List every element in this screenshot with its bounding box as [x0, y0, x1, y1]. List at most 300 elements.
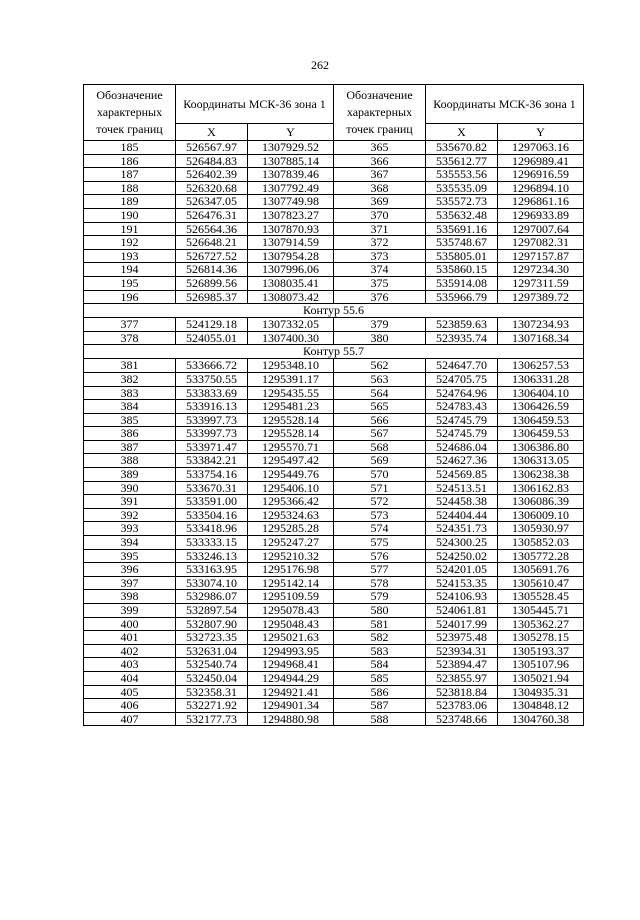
- x-value-left: 533750.55: [176, 372, 248, 386]
- x-value-left: 532986.07: [176, 590, 248, 604]
- table-row: [84, 168, 584, 182]
- table-row: [84, 154, 584, 168]
- coordinates-table: [83, 84, 584, 726]
- point-id-left: 393: [84, 522, 176, 536]
- table-row: [84, 508, 584, 522]
- point-id-right: 578: [334, 576, 426, 590]
- x-value-left: 526727.52: [176, 249, 248, 263]
- x-value-right: 535612.77: [426, 154, 498, 168]
- table-row: [84, 658, 584, 672]
- x-value-left: 533591.00: [176, 495, 248, 509]
- contour-header-row: [84, 304, 584, 318]
- point-id-left: 377: [84, 318, 176, 332]
- x-value-left: 533754.16: [176, 468, 248, 482]
- point-id-right: 582: [334, 631, 426, 645]
- x-value-right: 535670.82: [426, 141, 498, 155]
- point-id-right: 372: [334, 236, 426, 250]
- point-label-header-right: Обозначение характерных точек границ: [334, 85, 426, 141]
- y-value-left: 1295109.59: [248, 590, 334, 604]
- x-value-left: 526985.37: [176, 290, 248, 304]
- point-id-right: 562: [334, 359, 426, 373]
- x-value-left: 532358.31: [176, 685, 248, 699]
- point-id-left: 403: [84, 658, 176, 672]
- table-row: [84, 195, 584, 209]
- table-row: [84, 386, 584, 400]
- y-value-left: 1294993.95: [248, 644, 334, 658]
- point-id-right: 583: [334, 644, 426, 658]
- table-row: [84, 671, 584, 685]
- table-row: [84, 576, 584, 590]
- y-value-right: 1306086.39: [498, 495, 584, 509]
- table-row: [84, 359, 584, 373]
- x-value-right: 523818.84: [426, 685, 498, 699]
- point-id-right: 568: [334, 440, 426, 454]
- x-value-left: 533504.16: [176, 508, 248, 522]
- x-value-left: 532271.92: [176, 699, 248, 713]
- x-value-left: 526814.36: [176, 263, 248, 277]
- x-value-left: 526899.56: [176, 276, 248, 290]
- x-value-right: 523748.66: [426, 712, 498, 726]
- y-value-left: 1295528.14: [248, 413, 334, 427]
- y-value-right: 1305445.71: [498, 604, 584, 618]
- y-value-right: 1296916.59: [498, 168, 584, 182]
- x-value-right: 535805.01: [426, 249, 498, 263]
- point-id-right: 575: [334, 536, 426, 550]
- y-value-right: 1305610.47: [498, 576, 584, 590]
- point-id-right: 572: [334, 495, 426, 509]
- table-row: [84, 549, 584, 563]
- point-id-right: 380: [334, 331, 426, 345]
- y-value-left: 1295324.63: [248, 508, 334, 522]
- x-value-left: 533074.10: [176, 576, 248, 590]
- x-value-right: 524745.79: [426, 413, 498, 427]
- x-value-left: 533997.73: [176, 427, 248, 441]
- x-value-left: 524129.18: [176, 318, 248, 332]
- point-id-right: 369: [334, 195, 426, 209]
- y-value-left: 1307792.49: [248, 181, 334, 195]
- x-value-left: 532723.35: [176, 631, 248, 645]
- point-id-left: 382: [84, 372, 176, 386]
- y-value-left: 1295481.23: [248, 400, 334, 414]
- x-value-right: 524745.79: [426, 427, 498, 441]
- x-value-right: 523894.47: [426, 658, 498, 672]
- point-id-left: 398: [84, 590, 176, 604]
- y-value-right: 1306257.53: [498, 359, 584, 373]
- y-value-right: 1306331.28: [498, 372, 584, 386]
- x-value-right: 524404.44: [426, 508, 498, 522]
- point-id-left: 400: [84, 617, 176, 631]
- y-value-left: 1295449.76: [248, 468, 334, 482]
- point-id-right: 367: [334, 168, 426, 182]
- y-value-left: 1294968.41: [248, 658, 334, 672]
- x-value-left: 526347.05: [176, 195, 248, 209]
- x-value-right: 523934.31: [426, 644, 498, 658]
- y-value-right: 1296861.16: [498, 195, 584, 209]
- point-id-left: 388: [84, 454, 176, 468]
- y-value-left: 1307823.27: [248, 208, 334, 222]
- point-id-right: 574: [334, 522, 426, 536]
- point-id-right: 585: [334, 671, 426, 685]
- y-value-left: 1307870.93: [248, 222, 334, 236]
- y-value-right: 1297389.72: [498, 290, 584, 304]
- x-value-right: 523855.97: [426, 671, 498, 685]
- y-value-right: 1296933.89: [498, 208, 584, 222]
- table-row: [84, 699, 584, 713]
- y-value-left: 1308073.42: [248, 290, 334, 304]
- point-id-left: 192: [84, 236, 176, 250]
- y-value-right: 1306426.59: [498, 400, 584, 414]
- x-value-left: 526567.97: [176, 141, 248, 155]
- x-value-left: 526320.68: [176, 181, 248, 195]
- table-row: [84, 604, 584, 618]
- x-value-right: 524351.73: [426, 522, 498, 536]
- point-id-right: 366: [334, 154, 426, 168]
- y-value-right: 1307168.34: [498, 331, 584, 345]
- point-id-left: 391: [84, 495, 176, 509]
- table-row: [84, 454, 584, 468]
- table-row: [84, 522, 584, 536]
- point-id-right: 368: [334, 181, 426, 195]
- x-value-left: 532177.73: [176, 712, 248, 726]
- table-row: [84, 263, 584, 277]
- point-id-right: 576: [334, 549, 426, 563]
- y-value-left: 1295406.10: [248, 481, 334, 495]
- point-id-right: 570: [334, 468, 426, 482]
- table-row: [84, 685, 584, 699]
- point-id-left: 394: [84, 536, 176, 550]
- point-id-right: 580: [334, 604, 426, 618]
- x-value-left: 533333.15: [176, 536, 248, 550]
- y-value-left: 1295210.32: [248, 549, 334, 563]
- x-value-left: 532807.90: [176, 617, 248, 631]
- y-value-right: 1297007.64: [498, 222, 584, 236]
- y-value-right: 1297157.87: [498, 249, 584, 263]
- table-row: [84, 290, 584, 304]
- point-id-right: 584: [334, 658, 426, 672]
- table-row: [84, 631, 584, 645]
- y-value-left: 1295078.43: [248, 604, 334, 618]
- x-value-left: 532450.04: [176, 671, 248, 685]
- point-id-left: 185: [84, 141, 176, 155]
- x-header-left: X: [176, 124, 248, 141]
- point-id-left: 188: [84, 181, 176, 195]
- point-id-right: 365: [334, 141, 426, 155]
- y-value-right: 1305193.37: [498, 644, 584, 658]
- table-row: [84, 222, 584, 236]
- y-value-left: 1295048.43: [248, 617, 334, 631]
- table-row: [84, 318, 584, 332]
- table-body: [84, 141, 584, 726]
- point-id-left: 196: [84, 290, 176, 304]
- x-value-left: 526564.36: [176, 222, 248, 236]
- y-value-right: 1305021.94: [498, 671, 584, 685]
- point-id-left: 402: [84, 644, 176, 658]
- point-id-left: 395: [84, 549, 176, 563]
- contour-title: Контур 55.7: [84, 345, 584, 359]
- point-id-left: 383: [84, 386, 176, 400]
- x-value-right: 523859.63: [426, 318, 498, 332]
- point-id-right: 567: [334, 427, 426, 441]
- x-value-left: 526484.83: [176, 154, 248, 168]
- point-id-right: 563: [334, 372, 426, 386]
- point-id-right: 376: [334, 290, 426, 304]
- table-row: [84, 400, 584, 414]
- table-row: [84, 644, 584, 658]
- x-value-right: 524513.51: [426, 481, 498, 495]
- y-value-left: 1295021.63: [248, 631, 334, 645]
- point-id-left: 397: [84, 576, 176, 590]
- y-value-left: 1295391.17: [248, 372, 334, 386]
- point-id-left: 392: [84, 508, 176, 522]
- point-id-right: 373: [334, 249, 426, 263]
- point-id-right: 573: [334, 508, 426, 522]
- x-value-right: 535535.09: [426, 181, 498, 195]
- table-row: [84, 236, 584, 250]
- y-value-right: 1306162.83: [498, 481, 584, 495]
- point-id-right: 565: [334, 400, 426, 414]
- y-value-right: 1305772.28: [498, 549, 584, 563]
- y-value-left: 1307839.46: [248, 168, 334, 182]
- point-id-right: 371: [334, 222, 426, 236]
- point-id-left: 405: [84, 685, 176, 699]
- y-value-left: 1294944.29: [248, 671, 334, 685]
- x-value-left: 526402.39: [176, 168, 248, 182]
- coords-header-left: Координаты МСК-36 зона 1: [176, 85, 334, 124]
- table-row: [84, 276, 584, 290]
- x-value-right: 524783.43: [426, 400, 498, 414]
- x-value-left: 533971.47: [176, 440, 248, 454]
- y-value-right: 1306238.38: [498, 468, 584, 482]
- y-value-left: 1294880.98: [248, 712, 334, 726]
- y-value-left: 1307954.28: [248, 249, 334, 263]
- y-value-right: 1306313.05: [498, 454, 584, 468]
- point-id-right: 566: [334, 413, 426, 427]
- x-value-right: 535966.79: [426, 290, 498, 304]
- y-value-right: 1304760.38: [498, 712, 584, 726]
- point-id-left: 396: [84, 563, 176, 577]
- x-value-right: 524764.96: [426, 386, 498, 400]
- x-value-left: 533916.13: [176, 400, 248, 414]
- y-value-left: 1295285.28: [248, 522, 334, 536]
- x-value-left: 533163.95: [176, 563, 248, 577]
- y-value-right: 1306459.53: [498, 427, 584, 441]
- point-id-right: 586: [334, 685, 426, 699]
- x-value-left: 533666.72: [176, 359, 248, 373]
- point-id-right: 581: [334, 617, 426, 631]
- x-value-right: 535860.15: [426, 263, 498, 277]
- y-value-right: 1297311.59: [498, 276, 584, 290]
- y-value-right: 1307234.93: [498, 318, 584, 332]
- y-header-left: Y: [248, 124, 334, 141]
- y-value-left: 1294901.34: [248, 699, 334, 713]
- x-value-right: 524627.36: [426, 454, 498, 468]
- point-id-right: 571: [334, 481, 426, 495]
- point-id-left: 407: [84, 712, 176, 726]
- y-value-right: 1297082.31: [498, 236, 584, 250]
- y-value-left: 1295366.42: [248, 495, 334, 509]
- y-value-left: 1307400.30: [248, 331, 334, 345]
- point-id-left: 390: [84, 481, 176, 495]
- x-value-right: 524705.75: [426, 372, 498, 386]
- x-value-right: 524201.05: [426, 563, 498, 577]
- point-id-left: 186: [84, 154, 176, 168]
- point-id-left: 401: [84, 631, 176, 645]
- y-value-left: 1295247.27: [248, 536, 334, 550]
- x-value-right: 524106.93: [426, 590, 498, 604]
- x-value-right: 524300.25: [426, 536, 498, 550]
- y-value-left: 1307332.05: [248, 318, 334, 332]
- x-value-left: 532897.54: [176, 604, 248, 618]
- point-id-right: 587: [334, 699, 426, 713]
- y-value-right: 1297234.30: [498, 263, 584, 277]
- y-value-right: 1305930.97: [498, 522, 584, 536]
- x-value-left: 533418.96: [176, 522, 248, 536]
- point-id-left: 187: [84, 168, 176, 182]
- y-value-right: 1304935.31: [498, 685, 584, 699]
- point-id-left: 406: [84, 699, 176, 713]
- y-value-left: 1294921.41: [248, 685, 334, 699]
- point-id-right: 569: [334, 454, 426, 468]
- table-row: [84, 372, 584, 386]
- point-id-right: 379: [334, 318, 426, 332]
- x-value-right: 524061.81: [426, 604, 498, 618]
- y-value-right: 1305107.96: [498, 658, 584, 672]
- x-value-left: 532631.04: [176, 644, 248, 658]
- y-value-left: 1307885.14: [248, 154, 334, 168]
- y-value-right: 1305362.27: [498, 617, 584, 631]
- table-row: [84, 495, 584, 509]
- table-row: [84, 590, 584, 604]
- y-value-right: 1305278.15: [498, 631, 584, 645]
- x-value-right: 524647.70: [426, 359, 498, 373]
- x-value-right: 535914.08: [426, 276, 498, 290]
- y-value-left: 1307914.59: [248, 236, 334, 250]
- x-value-left: 533997.73: [176, 413, 248, 427]
- point-id-left: 385: [84, 413, 176, 427]
- x-value-left: 533246.13: [176, 549, 248, 563]
- y-value-left: 1307749.98: [248, 195, 334, 209]
- y-value-left: 1295570.71: [248, 440, 334, 454]
- table-row: [84, 563, 584, 577]
- y-value-left: 1307996.06: [248, 263, 334, 277]
- y-value-right: 1306404.10: [498, 386, 584, 400]
- y-value-left: 1295528.14: [248, 427, 334, 441]
- table-row: [84, 536, 584, 550]
- x-value-left: 533842.21: [176, 454, 248, 468]
- y-value-left: 1295435.55: [248, 386, 334, 400]
- table-row: [84, 413, 584, 427]
- table-row: [84, 141, 584, 155]
- contour-header-row: [84, 345, 584, 359]
- point-id-right: 375: [334, 276, 426, 290]
- x-value-left: 526648.21: [176, 236, 248, 250]
- y-value-right: 1296989.41: [498, 154, 584, 168]
- point-id-right: 370: [334, 208, 426, 222]
- point-id-left: 404: [84, 671, 176, 685]
- y-value-left: 1295142.14: [248, 576, 334, 590]
- point-id-right: 588: [334, 712, 426, 726]
- y-value-left: 1307929.52: [248, 141, 334, 155]
- x-value-right: 524686.04: [426, 440, 498, 454]
- x-value-right: 535572.73: [426, 195, 498, 209]
- point-id-right: 374: [334, 263, 426, 277]
- point-label-header-left: Обозначение характерных точек границ: [84, 85, 176, 141]
- y-value-left: 1295176.98: [248, 563, 334, 577]
- table-row: [84, 331, 584, 345]
- point-id-left: 189: [84, 195, 176, 209]
- y-value-left: 1295348.10: [248, 359, 334, 373]
- table-row: [84, 249, 584, 263]
- table-header: [84, 85, 584, 141]
- y-value-right: 1305852.03: [498, 536, 584, 550]
- table-row: [84, 481, 584, 495]
- point-id-left: 386: [84, 427, 176, 441]
- y-value-right: 1306459.53: [498, 413, 584, 427]
- point-id-right: 579: [334, 590, 426, 604]
- x-value-right: 524153.35: [426, 576, 498, 590]
- x-value-left: 524055.01: [176, 331, 248, 345]
- point-id-left: 194: [84, 263, 176, 277]
- x-value-right: 535691.16: [426, 222, 498, 236]
- x-value-right: 524250.02: [426, 549, 498, 563]
- coords-header-right: Координаты МСК-36 зона 1: [426, 85, 584, 124]
- y-value-right: 1297063.16: [498, 141, 584, 155]
- y-value-right: 1305691.76: [498, 563, 584, 577]
- y-value-right: 1305528.45: [498, 590, 584, 604]
- table-row: [84, 427, 584, 441]
- x-header-right: X: [426, 124, 498, 141]
- y-value-left: 1295497.42: [248, 454, 334, 468]
- point-id-left: 191: [84, 222, 176, 236]
- x-value-right: 535632.48: [426, 208, 498, 222]
- point-id-left: 389: [84, 468, 176, 482]
- point-id-left: 195: [84, 276, 176, 290]
- table-row: [84, 181, 584, 195]
- table-row: [84, 208, 584, 222]
- x-value-right: 523975.48: [426, 631, 498, 645]
- point-id-left: 378: [84, 331, 176, 345]
- contour-title: Контур 55.6: [84, 304, 584, 318]
- x-value-right: 524458.38: [426, 495, 498, 509]
- point-id-left: 399: [84, 604, 176, 618]
- point-id-left: 384: [84, 400, 176, 414]
- point-id-left: 381: [84, 359, 176, 373]
- point-id-right: 564: [334, 386, 426, 400]
- x-value-right: 535748.67: [426, 236, 498, 250]
- point-id-left: 387: [84, 440, 176, 454]
- table-row: [84, 468, 584, 482]
- x-value-left: 526476.31: [176, 208, 248, 222]
- y-value-right: 1304848.12: [498, 699, 584, 713]
- y-header-right: Y: [498, 124, 584, 141]
- x-value-right: 524569.85: [426, 468, 498, 482]
- x-value-left: 532540.74: [176, 658, 248, 672]
- point-id-right: 577: [334, 563, 426, 577]
- x-value-right: 535553.56: [426, 168, 498, 182]
- x-value-right: 523935.74: [426, 331, 498, 345]
- point-id-left: 190: [84, 208, 176, 222]
- point-id-left: 193: [84, 249, 176, 263]
- y-value-left: 1308035.41: [248, 276, 334, 290]
- table-row: [84, 712, 584, 726]
- page-number: 262: [311, 58, 329, 72]
- x-value-left: 533833.69: [176, 386, 248, 400]
- y-value-right: 1296894.10: [498, 181, 584, 195]
- x-value-right: 524017.99: [426, 617, 498, 631]
- y-value-right: 1306386.80: [498, 440, 584, 454]
- table-row: [84, 440, 584, 454]
- x-value-left: 533670.31: [176, 481, 248, 495]
